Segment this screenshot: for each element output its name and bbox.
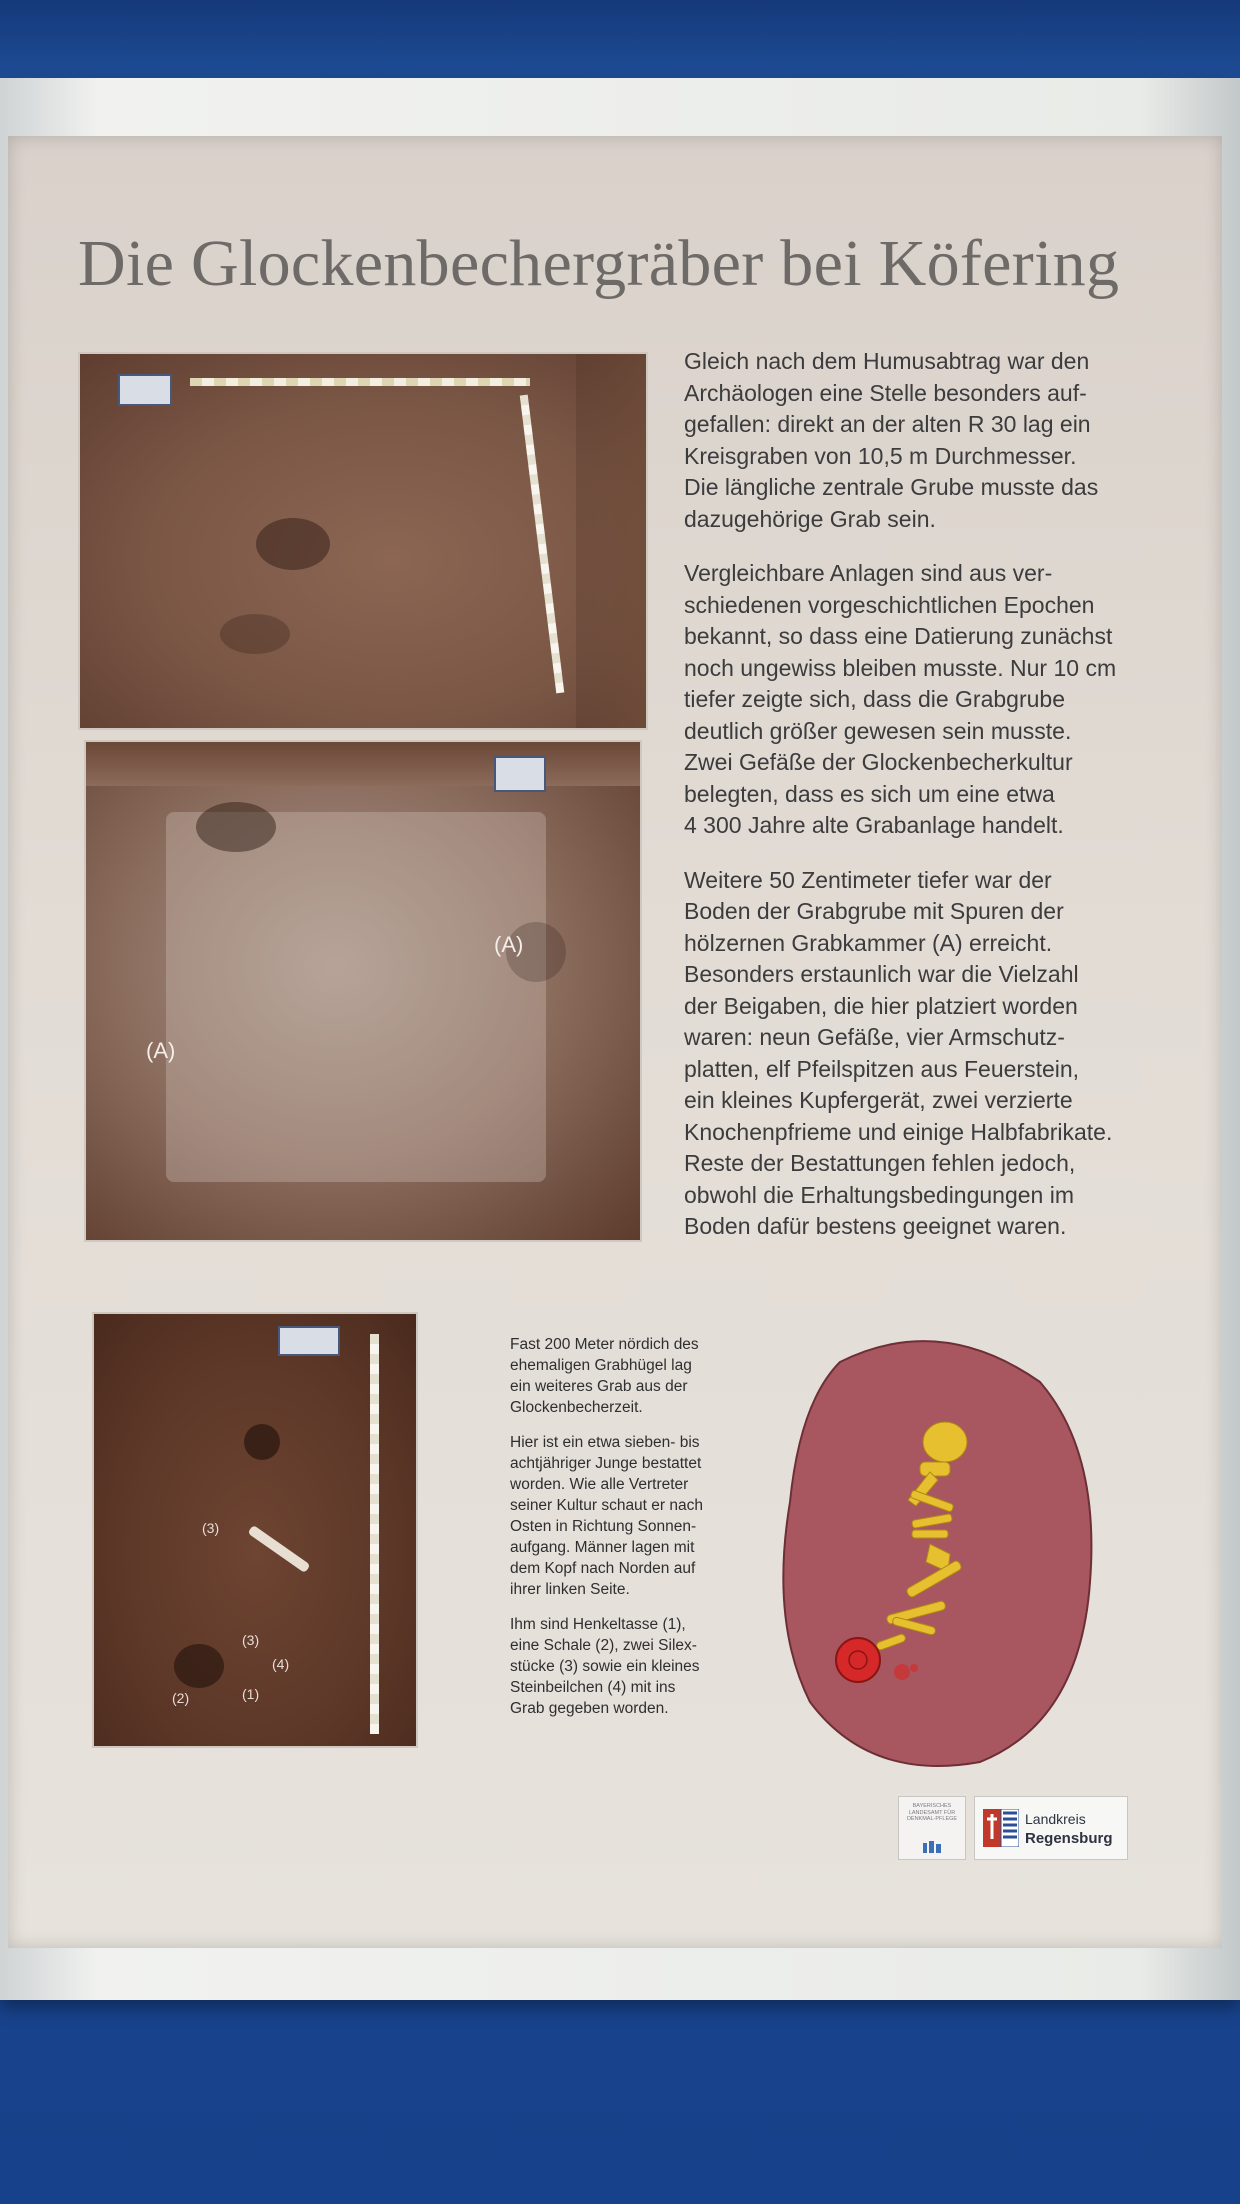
small-paragraph-3: Ihm sind Henkeltasse (1), eine Schale (2), zwei Silex- stücke (3) sowie ein kleines Steinbeilchen (4) mit ins Grab gegeben worden.	[510, 1616, 700, 1717]
landkreis-line-1: Landkreis	[1025, 1811, 1086, 1827]
main-description	[684, 346, 1204, 1266]
paragraph-3: Weitere 50 Zentimeter tiefer war der Boden der Grabgrube mit Spuren der hölzernen Grabkammer (A) erreicht. Besonders erstaunlich war die Vielzahl der Beigaben, die hier platziert worden waren: neun Gefäße, vier Armschutz- platten, elf Pfeilspitzen aus Feuerstein, ein kleines Kupfergerät, zwei verzierte Knochenpfrieme und einige Halbfabrikate. Reste der Bestattungen fehlen jedoch, obwohl die Erhaltungsbedingungen im Boden dafür bestens geeignet waren.	[684, 866, 1113, 1239]
small-paragraph-2: Hier ist ein etwa sieben- bis achtjähriger Junge bestattet worden. Wie alle Vertreter seiner Kultur schaut er nach Osten in Richtung Sonnen- aufgang. Männer lagen mit dem Kopf nach Norden auf ihrer linken Seite.	[510, 1434, 703, 1598]
scale-tag	[494, 756, 546, 792]
museum-logo	[898, 1796, 966, 1860]
trench-edge	[86, 742, 640, 786]
burial-description	[510, 1334, 760, 1733]
paragraph-1: Gleich nach dem Humusabtrag war den Archäologen eine Stelle besonders auf- gefallen: direkt an der alten R 30 lag ein Kreisgraben von 10,5 m Durchmesser. Die längliche zentrale Grube musste das dazugehörige Grab sein.	[684, 348, 1099, 532]
sponsor-logos	[898, 1796, 1130, 1858]
dark-soil-feature	[256, 518, 330, 570]
find-label-1: (1)	[242, 1686, 260, 1702]
burial-drawing	[780, 1322, 1104, 1772]
wall-background	[0, 0, 1240, 80]
vessel-drawing	[836, 1638, 880, 1682]
museum-logo-text: BAYERISCHES LANDESAMT FÜR DENKMAL-PFLEGE	[906, 1803, 958, 1822]
skull-area	[244, 1424, 280, 1460]
measuring-rod	[370, 1334, 379, 1734]
excavation-photo-3	[92, 1312, 418, 1748]
measuring-rod-vertical	[520, 395, 565, 694]
scale-tag	[118, 374, 172, 406]
landkreis-crest-icon	[983, 1809, 1019, 1847]
bowl-drawing	[894, 1664, 910, 1680]
small-paragraph-1: Fast 200 Meter nördich des ehemaligen Grabhügel lag ein weiteres Grab aus der Glockenbecherzeit.	[510, 1336, 699, 1416]
vessel-find	[174, 1644, 224, 1688]
excavation-photo-1	[78, 352, 648, 730]
find-label-3b: (3)	[242, 1632, 260, 1648]
dark-soil-feature	[220, 614, 290, 654]
find-label-2: (2)	[172, 1690, 190, 1706]
landkreis-logo	[974, 1796, 1128, 1860]
skull-shape	[923, 1422, 967, 1462]
find-label-3a: (3)	[202, 1520, 220, 1536]
label-a-left: (A)	[146, 1038, 176, 1063]
museum-icon	[923, 1841, 941, 1853]
measuring-rod	[190, 378, 530, 386]
dark-soil-feature	[196, 802, 276, 852]
poster-title: Die Glockenbechergräber bei Köfering	[78, 227, 1120, 300]
find-label-4: (4)	[272, 1656, 290, 1672]
scale-tag	[278, 1326, 340, 1356]
trench-wall	[576, 354, 646, 728]
paragraph-2: Vergleichbare Anlagen sind aus ver- schiedenen vorgeschichtlichen Epochen bekannt, so dass eine Datierung zunächst noch ungewiss bleiben musste. Nur 10 cm tiefer zeigte sich, dass die Grabgrube deutlich größer gewesen sein musste. Zwei Gefäße der Glockenbecherkultur belegten, dass es sich um eine etwa 4 300 Jahre alte Grabanlage handelt.	[684, 560, 1117, 838]
bone-fragment	[247, 1525, 310, 1573]
landkreis-line-2: Regensburg	[1025, 1830, 1113, 1847]
label-a-right: (A)	[494, 932, 524, 957]
excavation-photo-2	[84, 740, 642, 1242]
grave-floor	[166, 812, 546, 1182]
